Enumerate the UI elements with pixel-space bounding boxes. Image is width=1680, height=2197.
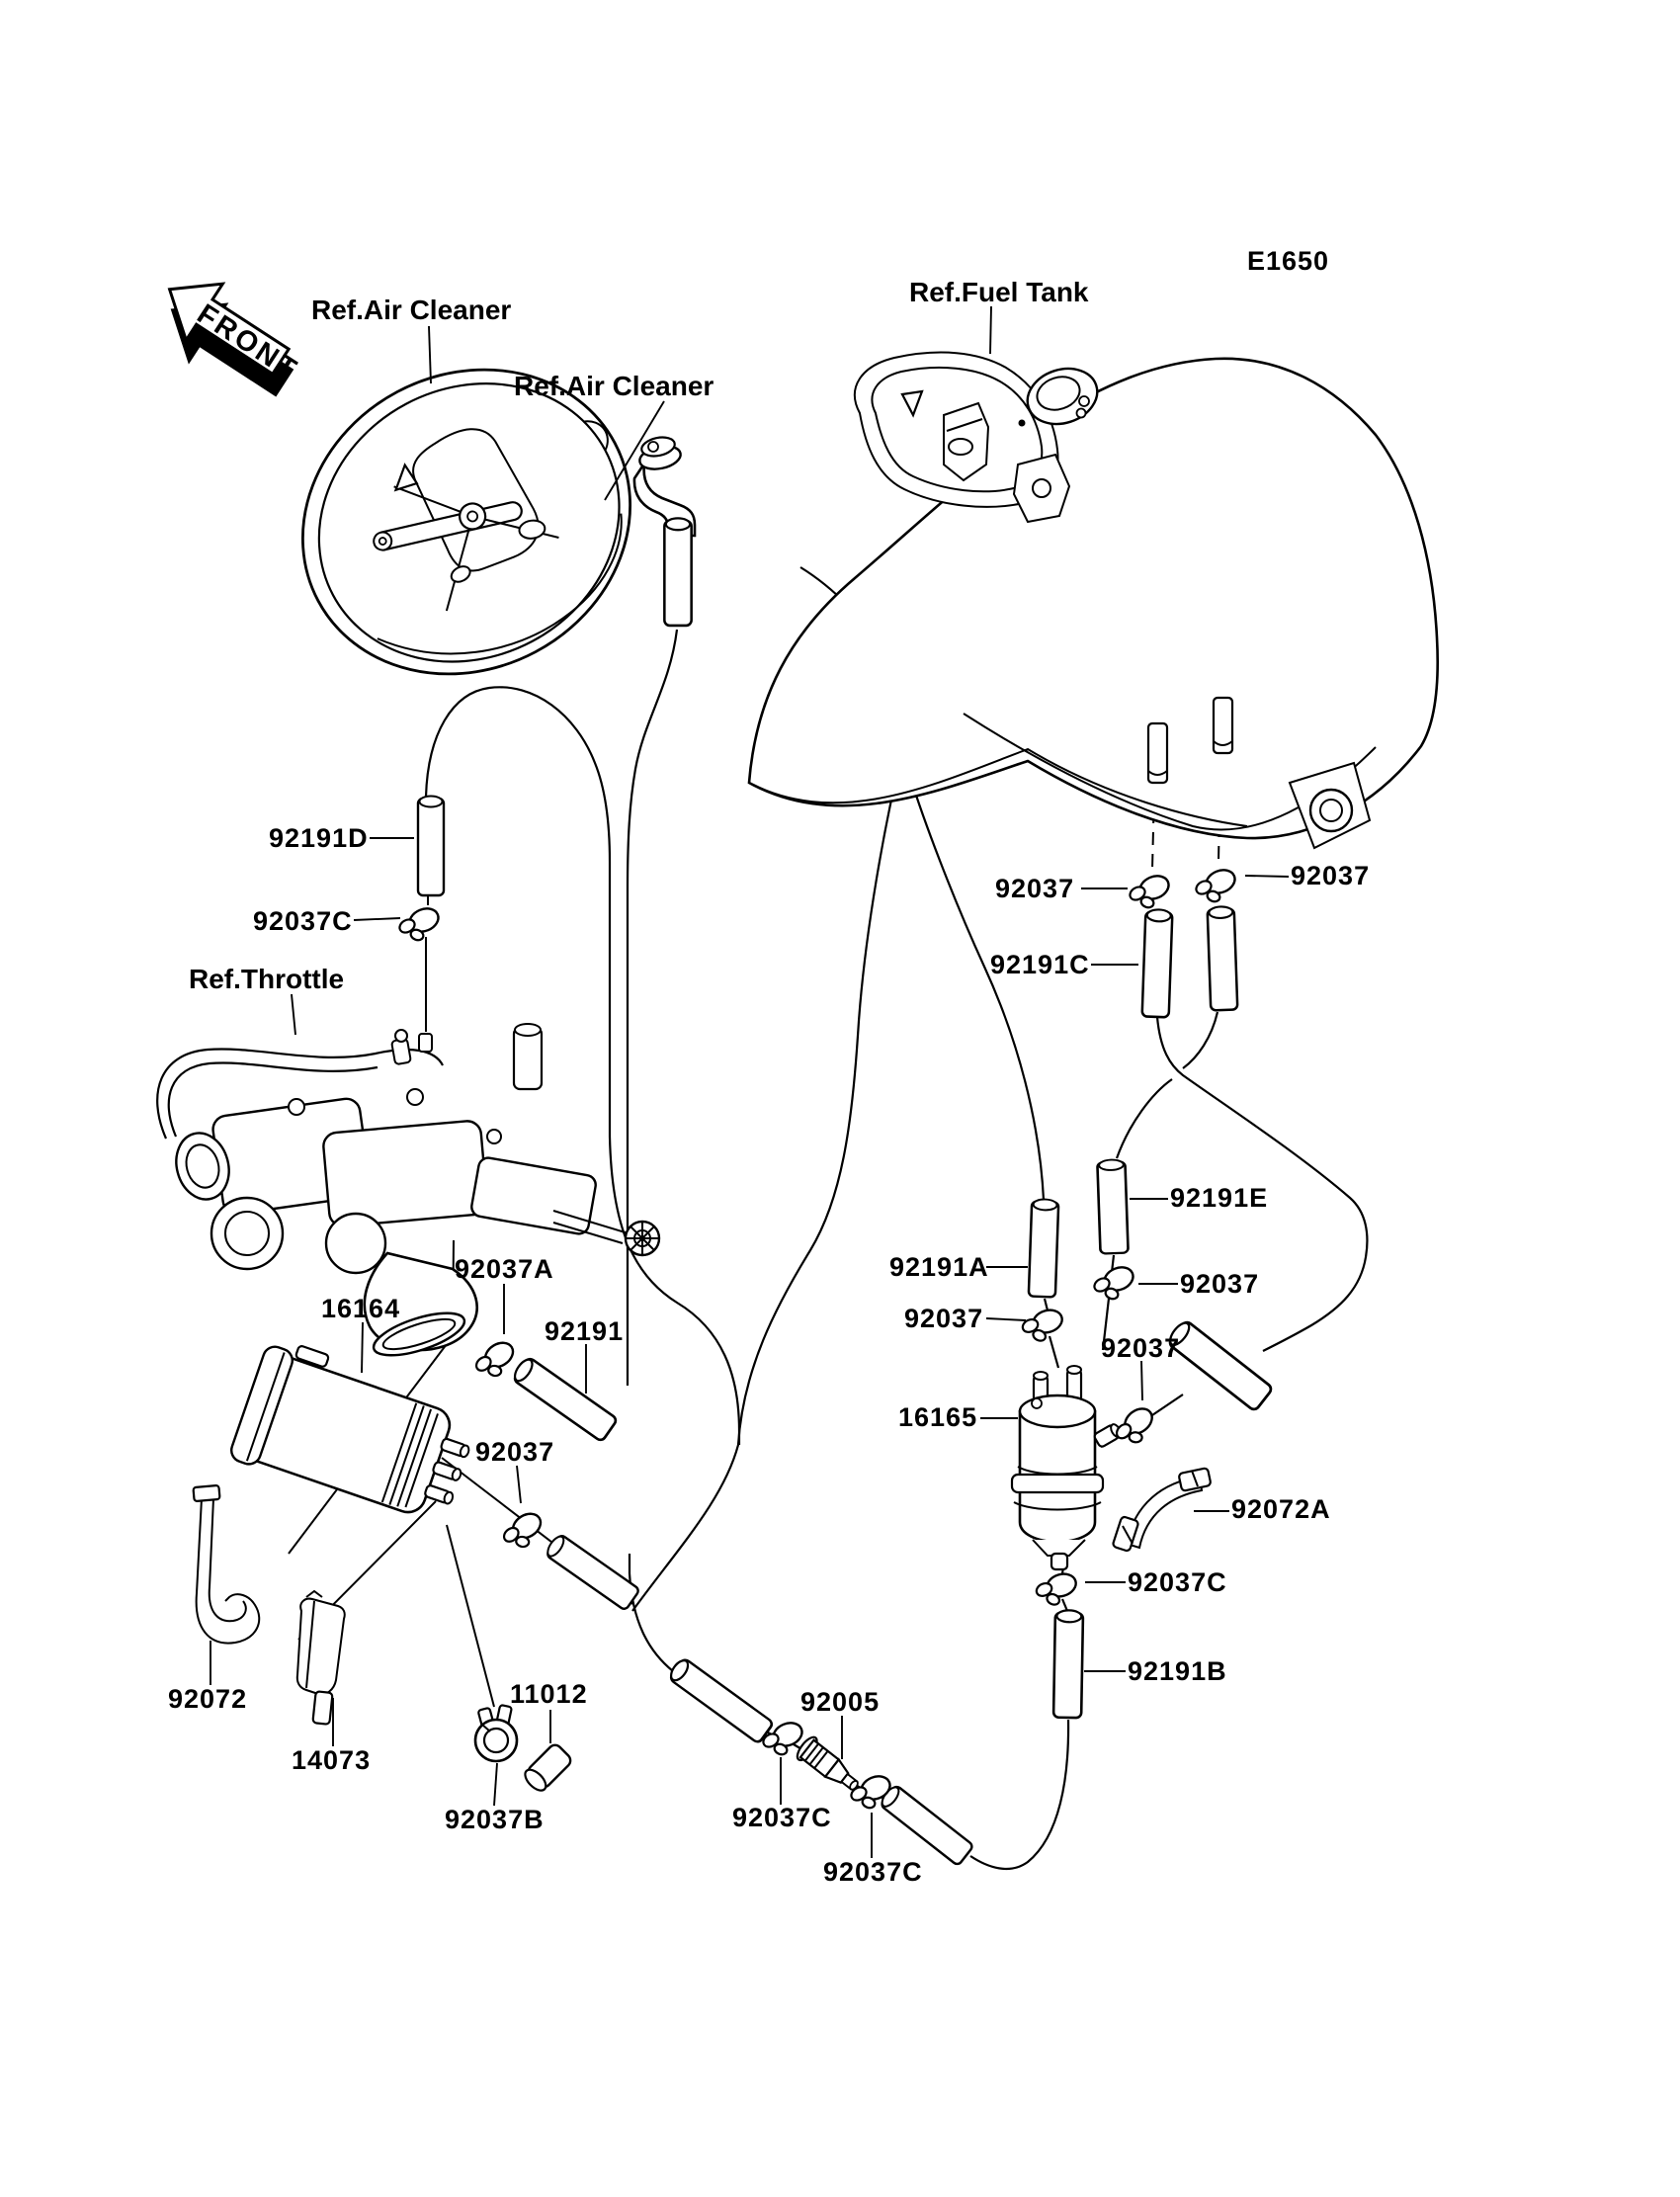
valve-92005 <box>794 1734 865 1799</box>
breather-tube-under-elbow <box>664 518 691 626</box>
fuel-pump-16165 <box>1012 1366 1123 1569</box>
label-92037-pump-left: 92037 <box>904 1304 984 1333</box>
tube-92191a <box>1029 1199 1058 1297</box>
label-92191d: 92191D <box>269 823 369 853</box>
label-92191: 92191 <box>545 1316 625 1346</box>
tube-92191c-left <box>1142 909 1173 1017</box>
label-11012: 11012 <box>510 1679 588 1709</box>
clamp-92037c-top <box>397 904 442 942</box>
clamp-92037-pump-left <box>1019 1304 1066 1345</box>
label-92191b: 92191B <box>1128 1656 1227 1686</box>
tank-nipple-right <box>1214 698 1232 753</box>
label-92191e: 92191E <box>1170 1183 1269 1213</box>
strap-92072 <box>193 1485 259 1644</box>
clamp-92037-mid <box>498 1507 548 1552</box>
label-ref-air-cleaner-1: Ref.Air Cleaner <box>311 295 512 325</box>
strap-92072a <box>1112 1468 1211 1552</box>
clamp-92037c-right <box>1033 1567 1080 1609</box>
label-92072: 92072 <box>168 1684 248 1714</box>
tank-nipple-left <box>1148 723 1167 783</box>
tube-bottom-left <box>667 1656 774 1743</box>
clamp-92037-tank-left <box>1128 872 1172 909</box>
label-92037a: 92037A <box>455 1254 554 1284</box>
label-14073: 14073 <box>292 1745 372 1775</box>
clamp-92037b <box>475 1705 517 1761</box>
label-page-code: E1650 <box>1247 246 1330 276</box>
label-92037c-bottom-left: 92037C <box>732 1803 832 1832</box>
tube-bottom-right <box>879 1783 974 1866</box>
front-direction-arrow <box>142 261 314 413</box>
label-16165: 16165 <box>898 1402 978 1432</box>
bracket-14073 <box>297 1591 345 1725</box>
tube-mid-unlabeled <box>544 1533 639 1611</box>
tube-92191 <box>511 1355 618 1442</box>
tube-92191b <box>1053 1610 1083 1718</box>
label-92191a: 92191A <box>889 1252 989 1282</box>
label-92005: 92005 <box>800 1687 881 1717</box>
clamp-92037-pump-right <box>1092 1263 1136 1301</box>
label-ref-air-cleaner-2: Ref.Air Cleaner <box>514 371 714 401</box>
throttle-body-assembly <box>157 1024 659 1364</box>
canister-16164 <box>228 1335 483 1531</box>
tube-92191e <box>1097 1159 1128 1253</box>
label-92072a: 92072A <box>1231 1494 1331 1524</box>
fuel-tank <box>749 353 1438 848</box>
label-92191c: 92191C <box>990 950 1090 979</box>
tube-right-tilted <box>1166 1318 1274 1411</box>
front-arrow-label: FRONT <box>191 297 304 387</box>
label-92037-mid: 92037 <box>475 1437 555 1467</box>
label-92037-tank-left: 92037 <box>995 874 1075 903</box>
label-92037c-bottom-center: 92037C <box>823 1857 923 1887</box>
tube-92191c-right <box>1208 906 1238 1010</box>
label-92037-pump-right: 92037 <box>1180 1269 1260 1299</box>
clamp-92037-tank-right <box>1194 866 1238 903</box>
label-ref-throttle: Ref.Throttle <box>189 964 345 994</box>
label-92037b: 92037B <box>445 1805 545 1834</box>
label-ref-fuel-tank: Ref.Fuel Tank <box>909 277 1089 307</box>
clamp-92037a <box>470 1336 521 1381</box>
label-92037c-right: 92037C <box>1128 1567 1227 1597</box>
union-11012 <box>522 1742 573 1794</box>
label-92037-tank-right: 92037 <box>1291 861 1371 890</box>
label-16164: 16164 <box>321 1294 401 1323</box>
tube-92191d <box>418 797 444 896</box>
label-92037-pump-lower: 92037 <box>1101 1333 1181 1363</box>
label-92037c-top: 92037C <box>253 906 353 936</box>
